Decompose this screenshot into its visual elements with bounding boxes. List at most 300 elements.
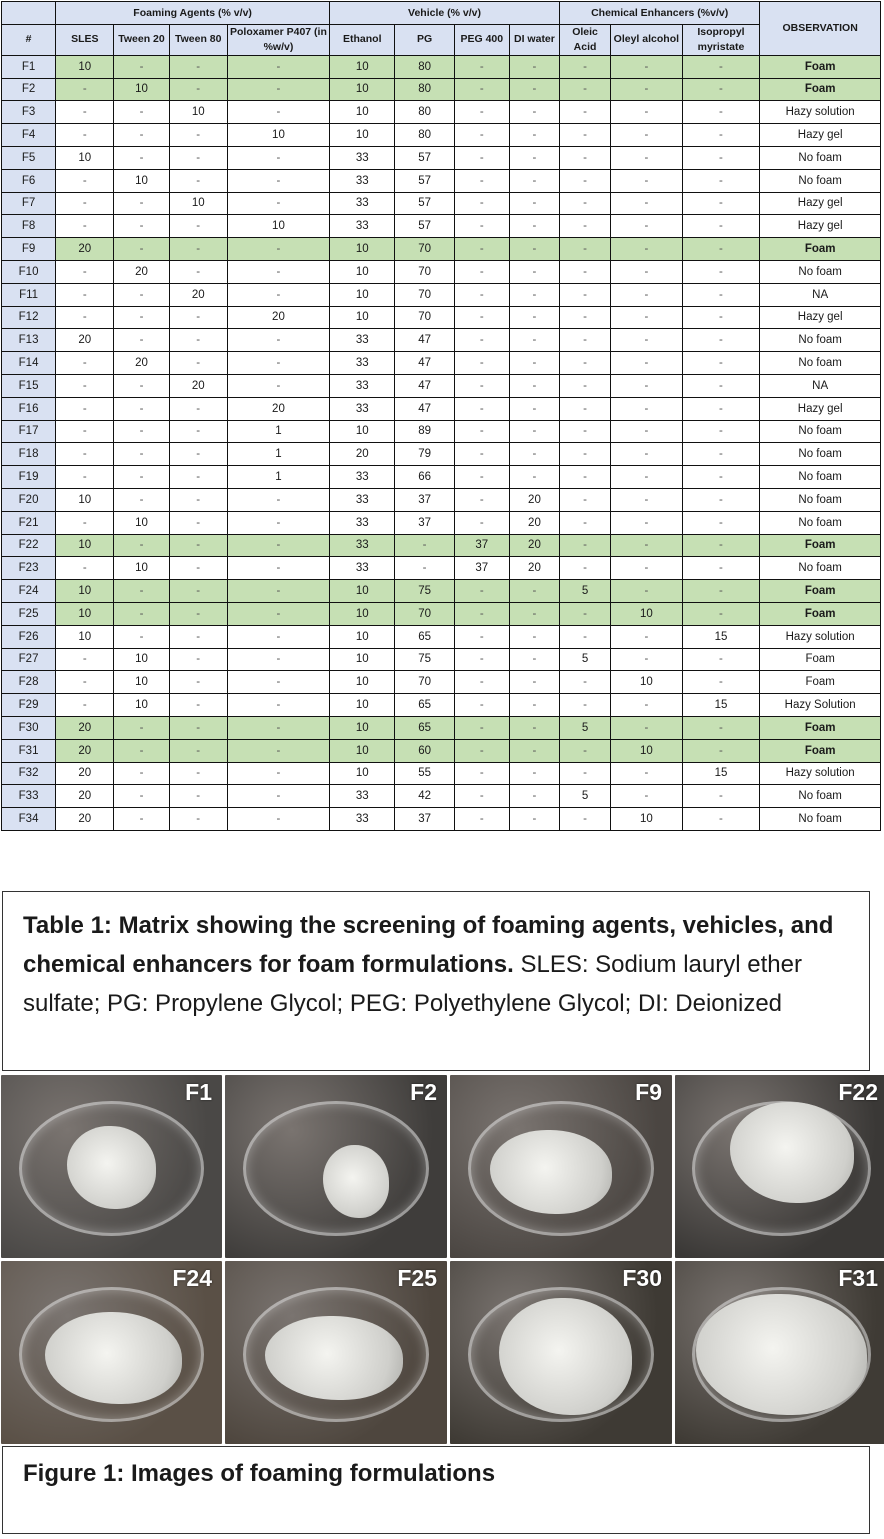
table-cell: 10 [114, 169, 169, 192]
table-cell: - [682, 124, 760, 147]
table-cell: - [611, 124, 683, 147]
table-cell: 20 [509, 534, 559, 557]
table-cell: - [509, 55, 559, 78]
table-cell: - [509, 762, 559, 785]
formulation-id: F3 [2, 101, 56, 124]
table-cell: 33 [330, 808, 395, 831]
table-cell: - [169, 557, 227, 580]
table-cell: - [509, 625, 559, 648]
header-col: Isopropyl myristate [682, 24, 760, 55]
table-cell: - [114, 716, 169, 739]
formulation-id: F23 [2, 557, 56, 580]
table-cell: - [560, 306, 611, 329]
formulation-photo [675, 1075, 884, 1258]
table-cell: - [454, 511, 509, 534]
observation-cell: Hazy gel [760, 397, 881, 420]
table-row [2, 534, 881, 557]
table-cell: - [56, 169, 114, 192]
table-cell: - [454, 785, 509, 808]
table-cell: 20 [56, 329, 114, 352]
table-cell: - [114, 762, 169, 785]
table-row [2, 808, 881, 831]
table-cell: 20 [56, 716, 114, 739]
table-cell: 70 [395, 671, 454, 694]
table-cell: - [56, 694, 114, 717]
table-cell: - [454, 466, 509, 489]
table-cell: - [227, 557, 329, 580]
table-cell: 65 [395, 625, 454, 648]
table-cell: 33 [330, 785, 395, 808]
table-cell: - [454, 625, 509, 648]
table-cell: 57 [395, 169, 454, 192]
formulation-photo [1, 1261, 222, 1444]
formulation-photo [1, 1075, 222, 1258]
photo-label: F24 [172, 1265, 212, 1291]
table-cell: - [611, 716, 683, 739]
table-cell: 20 [227, 397, 329, 420]
table-cell: - [114, 739, 169, 762]
table-cell: 10 [227, 215, 329, 238]
table-cell: - [56, 397, 114, 420]
table-cell: - [682, 557, 760, 580]
table-cell: - [509, 466, 559, 489]
table-cell: - [169, 420, 227, 443]
screening-matrix-table [1, 1, 881, 831]
table-row [2, 101, 881, 124]
formulation-id: F12 [2, 306, 56, 329]
header-col: Tween 20 [114, 24, 169, 55]
table-cell: 80 [395, 101, 454, 124]
table-cell: - [611, 534, 683, 557]
observation-cell: NA [760, 283, 881, 306]
table-cell: 10 [330, 625, 395, 648]
table-cell: 33 [330, 192, 395, 215]
table-cell: - [227, 260, 329, 283]
table-cell: 47 [395, 352, 454, 375]
table-cell: 10 [114, 78, 169, 101]
table-cell: - [560, 443, 611, 466]
table-cell: - [114, 580, 169, 603]
photo-label: F22 [838, 1079, 878, 1105]
table-cell: 5 [560, 716, 611, 739]
table-cell: - [169, 260, 227, 283]
table-cell: 20 [169, 283, 227, 306]
table-cell: - [114, 283, 169, 306]
table-caption-title: Table 1: Matrix showing the screening of foaming agents, vehicles, and chemical enhancers for foam formulations. [23, 912, 834, 978]
table-cell: 1 [227, 443, 329, 466]
table-cell: 10 [330, 306, 395, 329]
table-cell: - [682, 488, 760, 511]
table-cell: - [169, 329, 227, 352]
table-cell: - [114, 55, 169, 78]
table-cell: - [682, 101, 760, 124]
table-cell: 80 [395, 55, 454, 78]
table-cell: 10 [56, 55, 114, 78]
table-cell: - [682, 511, 760, 534]
table-cell: - [227, 329, 329, 352]
table-cell: - [682, 55, 760, 78]
table-cell: - [509, 443, 559, 466]
formulation-id: F7 [2, 192, 56, 215]
table-cell: - [560, 420, 611, 443]
table-cell: - [56, 215, 114, 238]
table-cell: - [611, 192, 683, 215]
table-cell: 10 [169, 101, 227, 124]
formulation-photo [225, 1261, 447, 1444]
table-cell: - [114, 329, 169, 352]
table-cell: - [454, 739, 509, 762]
foam-sample [67, 1126, 155, 1208]
table-cell: - [560, 602, 611, 625]
table-cell: 66 [395, 466, 454, 489]
table-cell: - [682, 443, 760, 466]
table-cell: - [227, 511, 329, 534]
table-cell: - [454, 329, 509, 352]
table-row [2, 602, 881, 625]
table-cell: - [560, 238, 611, 261]
table-cell: - [682, 215, 760, 238]
table-row [2, 55, 881, 78]
table-cell: 80 [395, 124, 454, 147]
formulation-id: F22 [2, 534, 56, 557]
table-cell: 20 [330, 443, 395, 466]
table-cell: - [611, 374, 683, 397]
table-cell: - [509, 124, 559, 147]
table-cell: - [560, 55, 611, 78]
table-cell: - [454, 397, 509, 420]
table-cell: - [114, 192, 169, 215]
formulation-id: F6 [2, 169, 56, 192]
table-cell: - [509, 397, 559, 420]
table-cell: - [682, 329, 760, 352]
table-cell: 70 [395, 306, 454, 329]
table-cell: - [560, 283, 611, 306]
table-cell: 10 [330, 78, 395, 101]
formulation-id: F16 [2, 397, 56, 420]
table-cell: 20 [114, 352, 169, 375]
table-body [2, 55, 881, 830]
table-cell: - [509, 238, 559, 261]
table-cell: - [56, 283, 114, 306]
table-cell: - [114, 488, 169, 511]
table-row [2, 511, 881, 534]
observation-cell: Foam [760, 78, 881, 101]
table-cell: 33 [330, 557, 395, 580]
table-cell: 47 [395, 397, 454, 420]
table-row [2, 580, 881, 603]
table-cell: - [560, 169, 611, 192]
table-cell: - [682, 238, 760, 261]
table-cell: - [560, 397, 611, 420]
table-cell: - [56, 374, 114, 397]
table-cell: - [509, 671, 559, 694]
table-cell: - [169, 488, 227, 511]
table-cell: 33 [330, 488, 395, 511]
table-cell: - [509, 283, 559, 306]
header-col: PG [395, 24, 454, 55]
table-cell: - [682, 739, 760, 762]
table-cell: 10 [330, 260, 395, 283]
table-cell: - [560, 352, 611, 375]
table-cell: 10 [611, 602, 683, 625]
table-cell: - [227, 352, 329, 375]
table-cell: - [560, 260, 611, 283]
table-cell: 10 [56, 602, 114, 625]
table-cell: 1 [227, 466, 329, 489]
table-cell: - [227, 808, 329, 831]
table-cell: 37 [395, 511, 454, 534]
table-cell: 1 [227, 420, 329, 443]
table-cell: - [169, 146, 227, 169]
table-cell: - [454, 694, 509, 717]
table-cell: - [560, 488, 611, 511]
table-row [2, 466, 881, 489]
formulation-id: F34 [2, 808, 56, 831]
table-cell: 10 [330, 101, 395, 124]
table-cell: 33 [330, 466, 395, 489]
table-row [2, 648, 881, 671]
observation-cell: Foam [760, 580, 881, 603]
table-cell: - [611, 397, 683, 420]
header-id: # [2, 24, 56, 55]
photo-label: F1 [185, 1079, 212, 1105]
observation-cell: No foam [760, 260, 881, 283]
table-cell: - [169, 443, 227, 466]
table-cell: 10 [611, 808, 683, 831]
observation-cell: No foam [760, 511, 881, 534]
table-cell: 37 [395, 808, 454, 831]
table-cell: - [682, 169, 760, 192]
observation-cell: Foam [760, 534, 881, 557]
formulation-id: F9 [2, 238, 56, 261]
table-cell: 15 [682, 625, 760, 648]
table-cell: - [682, 808, 760, 831]
table-cell: - [227, 192, 329, 215]
table-cell: 10 [330, 648, 395, 671]
table-cell: - [509, 716, 559, 739]
table-cell: - [114, 215, 169, 238]
photo-label: F31 [838, 1265, 878, 1291]
table-cell: - [611, 762, 683, 785]
header-col: Poloxamer P407 (in %w/v) [227, 24, 329, 55]
table-cell: 33 [330, 534, 395, 557]
table-cell: - [611, 169, 683, 192]
table-cell: 10 [330, 580, 395, 603]
table-cell: - [682, 146, 760, 169]
table-cell: - [560, 101, 611, 124]
table-cell: 15 [682, 762, 760, 785]
observation-cell: Foam [760, 55, 881, 78]
table-cell: 10 [330, 716, 395, 739]
table-cell: 10 [330, 124, 395, 147]
formulation-photo [225, 1075, 447, 1258]
table-cell: - [169, 625, 227, 648]
table-cell: - [611, 694, 683, 717]
table-cell: 33 [330, 397, 395, 420]
table-cell: - [227, 625, 329, 648]
table-cell: - [611, 215, 683, 238]
header-col: Oleic Acid [560, 24, 611, 55]
table-cell: - [682, 283, 760, 306]
table-cell: - [454, 78, 509, 101]
table-cell: - [509, 169, 559, 192]
table-cell: 10 [611, 739, 683, 762]
formulation-id: F29 [2, 694, 56, 717]
table-cell: - [560, 557, 611, 580]
table-row [2, 420, 881, 443]
table-cell: 37 [454, 557, 509, 580]
table-row [2, 397, 881, 420]
table-cell: - [114, 238, 169, 261]
header-col: DI water [509, 24, 559, 55]
table-cell: 20 [169, 374, 227, 397]
table-cell: - [682, 580, 760, 603]
table-cell: - [454, 306, 509, 329]
table-cell: - [56, 192, 114, 215]
formulation-photo [450, 1261, 672, 1444]
table-row [2, 488, 881, 511]
formulation-id: F2 [2, 78, 56, 101]
table-cell: - [509, 329, 559, 352]
table-cell: - [227, 580, 329, 603]
header-id-top [2, 2, 56, 25]
table-cell: - [169, 648, 227, 671]
observation-cell: Foam [760, 238, 881, 261]
table-cell: 42 [395, 785, 454, 808]
table-cell: 20 [56, 762, 114, 785]
table-cell: - [560, 146, 611, 169]
table-cell: - [169, 716, 227, 739]
table-cell: - [56, 78, 114, 101]
table-cell: - [227, 488, 329, 511]
table-cell: - [227, 671, 329, 694]
table-cell: - [169, 808, 227, 831]
table-cell: - [454, 101, 509, 124]
table-cell: - [169, 466, 227, 489]
table-cell: 33 [330, 215, 395, 238]
table-cell: 47 [395, 329, 454, 352]
table-cell: - [611, 260, 683, 283]
observation-cell: Foam [760, 671, 881, 694]
observation-cell: Foam [760, 739, 881, 762]
table-cell: - [56, 648, 114, 671]
observation-cell: Hazy solution [760, 762, 881, 785]
table-row [2, 557, 881, 580]
table-cell: - [454, 215, 509, 238]
table-cell: - [560, 124, 611, 147]
header-observation: OBSERVATION [760, 2, 881, 56]
table-cell: - [611, 55, 683, 78]
header-col: Oleyl alcohol [611, 24, 683, 55]
table-cell: - [454, 283, 509, 306]
formulation-id: F24 [2, 580, 56, 603]
table-cell: - [611, 443, 683, 466]
table-row [2, 192, 881, 215]
table-cell: 10 [330, 762, 395, 785]
table-cell: - [56, 352, 114, 375]
table-cell: - [227, 785, 329, 808]
table-cell: - [169, 215, 227, 238]
table-cell: 10 [330, 739, 395, 762]
table-cell: 10 [330, 694, 395, 717]
table-cell: - [509, 215, 559, 238]
table-cell: - [114, 785, 169, 808]
header-group-vehicle: Vehicle (% v/v) [330, 2, 560, 25]
header-group-foaming-agents: Foaming Agents (% v/v) [56, 2, 330, 25]
table-cell: 79 [395, 443, 454, 466]
table-cell: - [169, 169, 227, 192]
table-cell: - [454, 192, 509, 215]
table-cell: - [454, 488, 509, 511]
table-cell: 5 [560, 648, 611, 671]
table-cell: - [114, 101, 169, 124]
observation-cell: Foam [760, 648, 881, 671]
table-cell: 70 [395, 283, 454, 306]
table-cell: - [560, 671, 611, 694]
table-cell: - [560, 78, 611, 101]
table-cell: 33 [330, 146, 395, 169]
formulation-id: F32 [2, 762, 56, 785]
table-cell: - [114, 466, 169, 489]
table-cell: 57 [395, 146, 454, 169]
formulation-id: F15 [2, 374, 56, 397]
table-cell: - [454, 260, 509, 283]
formulation-id: F5 [2, 146, 56, 169]
table-cell: 10 [611, 671, 683, 694]
table-cell: - [454, 808, 509, 831]
table-cell: - [560, 694, 611, 717]
observation-cell: Foam [760, 602, 881, 625]
table-cell: - [454, 762, 509, 785]
table-cell: - [454, 124, 509, 147]
table-cell: 10 [56, 488, 114, 511]
table-cell: - [227, 78, 329, 101]
table-cell: - [56, 124, 114, 147]
formulation-photo [450, 1075, 672, 1258]
table-cell: - [509, 694, 559, 717]
table-cell: 20 [227, 306, 329, 329]
observation-cell: NA [760, 374, 881, 397]
photo-label: F25 [397, 1265, 437, 1291]
table-cell: - [227, 283, 329, 306]
table-row [2, 169, 881, 192]
table-cell: - [454, 443, 509, 466]
table-cell: - [560, 511, 611, 534]
table-cell: 10 [330, 55, 395, 78]
formulation-id: F17 [2, 420, 56, 443]
table-cell: - [454, 55, 509, 78]
formulation-id: F11 [2, 283, 56, 306]
formulation-id: F33 [2, 785, 56, 808]
table-cell: - [114, 124, 169, 147]
table-cell: - [509, 352, 559, 375]
table-cell: - [114, 625, 169, 648]
table-row [2, 78, 881, 101]
table-cell: - [611, 306, 683, 329]
observation-cell: Hazy gel [760, 192, 881, 215]
table-cell: - [682, 352, 760, 375]
table-cell: - [169, 55, 227, 78]
table-cell: - [611, 238, 683, 261]
formulation-id: F20 [2, 488, 56, 511]
table-cell: 20 [509, 488, 559, 511]
table-cell: - [227, 762, 329, 785]
table-cell: - [454, 169, 509, 192]
table-cell: 89 [395, 420, 454, 443]
table-cell: 10 [114, 557, 169, 580]
table-cell: - [169, 306, 227, 329]
table-cell: - [509, 808, 559, 831]
